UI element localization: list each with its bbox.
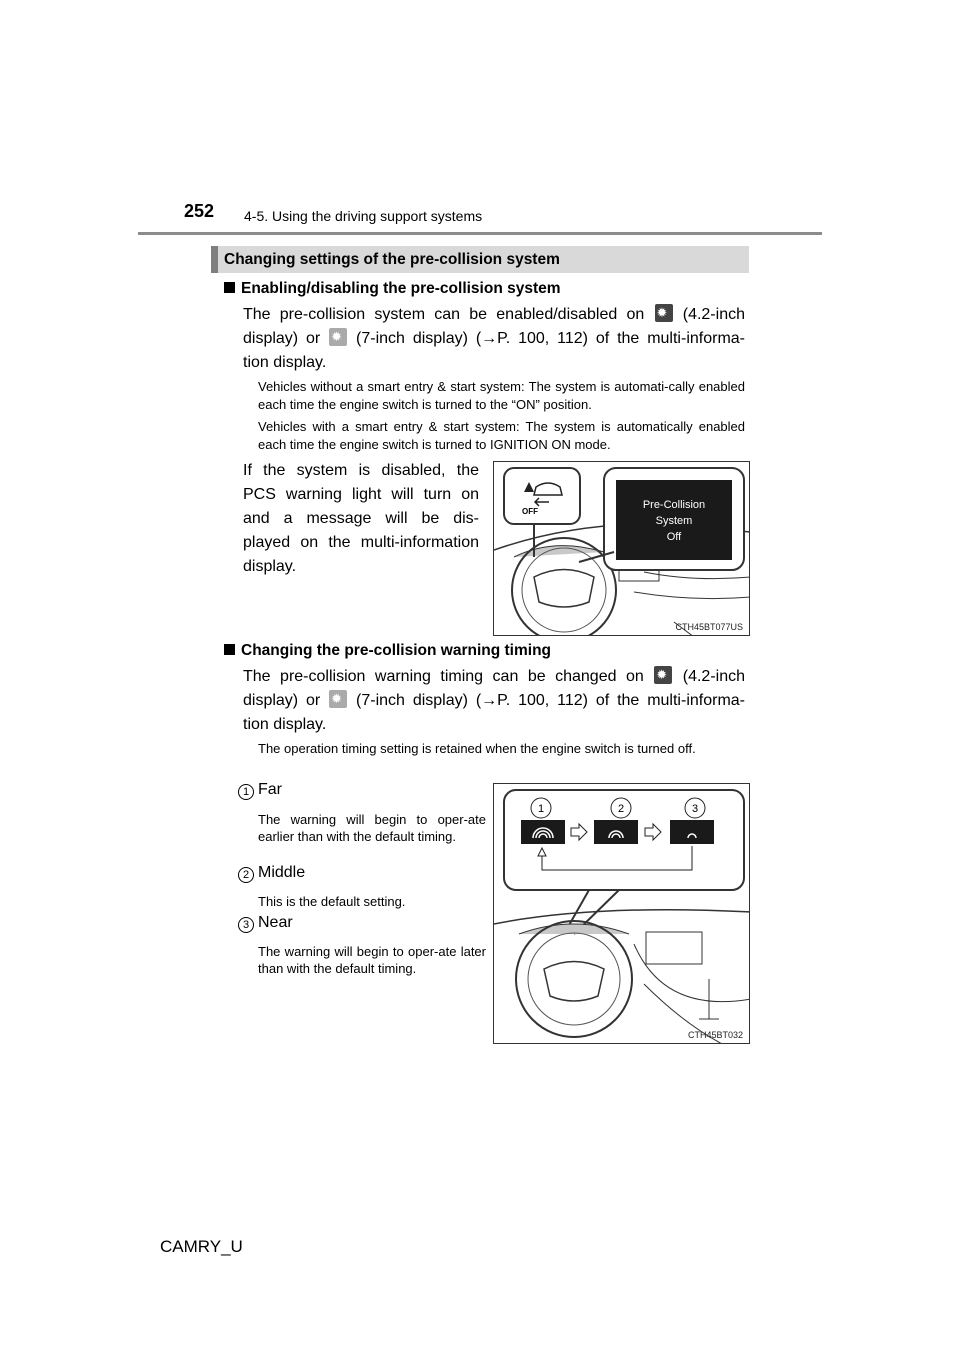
display-message-line3: Off	[666, 531, 682, 543]
enable-paragraph-line1: The pre-collision system can be enabled/disabled on ✹ (4.2-inch	[243, 303, 745, 327]
figure-code: CTH45BT077US	[675, 622, 743, 632]
step-number-1: 1	[537, 803, 545, 815]
item-label-near: Near	[258, 914, 293, 931]
enable-note-1: Vehicles without a smart entry & start system: The system is automati-cally enabled each time the engine switch is turned to the “ON” position.	[258, 379, 745, 412]
timing-paragraph-line2: display) or ✹ (7-inch display) (→P. 100, 112) of the multi-informa-	[243, 689, 745, 713]
square-bullet-icon	[224, 282, 235, 293]
running-header: 4-5. Using the driving support systems	[244, 208, 483, 224]
item-desc-middle: This is the default setting.	[258, 894, 406, 909]
arrow-icon: →	[481, 330, 498, 347]
item-desc-far: The warning will begin to oper-ate earlier than with the default timing.	[258, 812, 486, 844]
display-far	[521, 820, 565, 844]
footer-model: CAMRY_U	[160, 1237, 243, 1256]
timing-paragraph-line1: The pre-collision warning timing can be changed on ✹ (4.2-inch	[243, 665, 745, 689]
item-number-3: 3	[238, 917, 254, 933]
step-number-3: 3	[691, 803, 699, 815]
display-middle	[594, 820, 638, 844]
gear-settings-icon	[655, 304, 673, 322]
gear-settings-icon	[654, 666, 672, 684]
item-label-middle: Middle	[258, 864, 306, 881]
display-message-line2: System	[655, 515, 693, 527]
timing-note: The operation timing setting is retained when the engine switch is turned off.	[258, 741, 696, 756]
timing-illustration	[494, 784, 750, 1044]
gear-settings-icon	[329, 690, 347, 708]
page-number: 252	[184, 201, 215, 221]
display-message-line1: Pre-Collision	[642, 499, 706, 511]
item-desc-near: The warning will begin to oper-ate later than with the default timing.	[258, 944, 486, 976]
enable-note-2: Vehicles with a smart entry & start system: The system is automatically enabled each time the engine switch is turned to IGNITION ON mode.	[258, 419, 745, 452]
gear-settings-icon	[329, 328, 347, 346]
header-rule	[138, 232, 822, 235]
arrow-icon: →	[481, 692, 498, 709]
timing-paragraph-line3: tion display.	[243, 716, 327, 733]
dashboard-illustration	[494, 462, 750, 636]
item-number-1: 1	[238, 784, 254, 800]
enable-paragraph-line3: tion display.	[243, 354, 327, 371]
disabled-description: If the system is disabled, the PCS warning light will turn on and a message will be dis- played on the multi-information display.	[243, 462, 479, 575]
item-label-far: Far	[258, 781, 282, 798]
warning-off-label: OFF	[522, 507, 538, 516]
figure-pcs-off	[493, 461, 750, 636]
square-bullet-icon	[224, 644, 235, 655]
enable-paragraph-line2: display) or ✹ (7-inch display) (→P. 100, 112) of the multi-informa-	[243, 327, 745, 351]
subheading-timing: Changing the pre-collision warning timing	[224, 642, 551, 660]
subheading-enable: Enabling/disabling the pre-collision system	[224, 280, 561, 298]
figure-timing	[493, 783, 750, 1044]
item-number-2: 2	[238, 867, 254, 883]
figure-code: CTH45BT032	[687, 1030, 743, 1040]
step-number-2: 2	[617, 803, 625, 815]
section-title: Changing settings of the pre-collision system	[224, 251, 560, 268]
display-near	[670, 820, 714, 844]
